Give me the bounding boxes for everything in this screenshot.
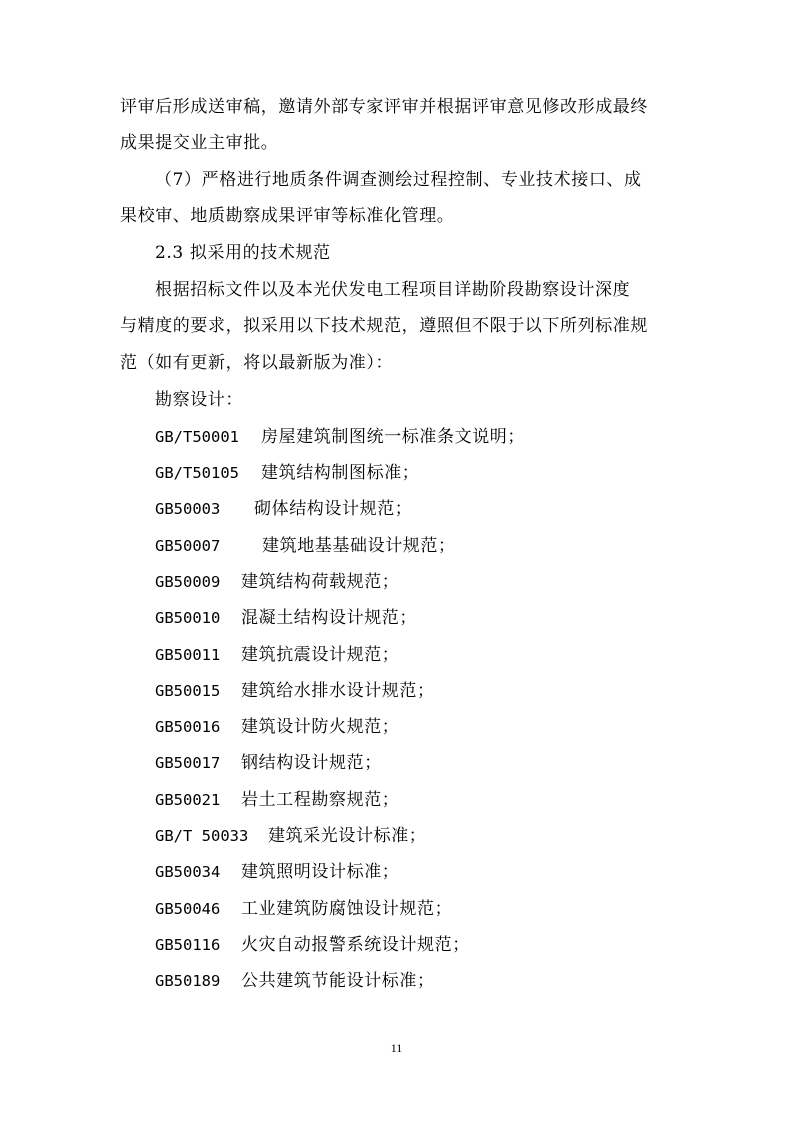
standard-item xyxy=(155,680,435,702)
standard-code: GB50017 xyxy=(155,754,221,772)
standard-title: 建筑结构荷载规范； xyxy=(241,572,400,592)
standard-item xyxy=(155,934,470,956)
standard-title: 建筑设计防火规范； xyxy=(241,717,400,737)
standard-item xyxy=(155,825,426,847)
standard-code: GB50009 xyxy=(155,573,221,591)
standard-title: 建筑照明设计标准； xyxy=(241,862,400,882)
standard-code: GB/T50001 xyxy=(155,428,239,446)
standard-item xyxy=(155,607,417,629)
paragraph-2-line-1: （7）严格进行地质条件调查测绘过程控制、专业技术接口、成 xyxy=(155,170,642,190)
paragraph-3-line-2: 与精度的要求，拟采用以下技术规范，遵照但不限于以下所列标准规 xyxy=(120,316,648,336)
page-number: 11 xyxy=(390,1041,403,1055)
standard-code: GB50034 xyxy=(155,863,221,881)
standard-item xyxy=(155,571,399,593)
standard-code: GB50007 xyxy=(155,537,221,555)
standard-code: GB50189 xyxy=(155,972,221,990)
standard-item xyxy=(155,716,399,738)
standard-title: 工业建筑防腐蚀设计规范； xyxy=(241,899,453,919)
standard-item xyxy=(155,462,419,484)
standard-item xyxy=(155,426,525,448)
paragraph-1-line-2: 成果提交业主审批。 xyxy=(120,133,279,153)
paragraph-1-line-1: 评审后形成送审稿，邀请外部专家评审并根据评审意见修改形成最终 xyxy=(120,97,648,117)
standard-item xyxy=(155,498,412,520)
standard-title: 建筑地基基础设计规范； xyxy=(262,536,456,556)
standard-code: GB50011 xyxy=(155,646,221,664)
standard-item xyxy=(155,644,399,666)
paragraph-2-line-2: 果校审、地质勘察成果评审等标准化管理。 xyxy=(120,206,455,226)
section-heading: 2.3 拟采用的技术规范 xyxy=(155,243,331,263)
standard-code: GB/T 50033 xyxy=(155,827,249,845)
standard-title: 建筑结构制图标准； xyxy=(261,463,420,483)
list-heading: 勘察设计： xyxy=(155,390,243,410)
standard-title: 建筑抗震设计规范； xyxy=(241,645,400,665)
standard-title: 建筑给水排水设计规范； xyxy=(241,681,435,701)
standard-code: GB50116 xyxy=(155,936,221,954)
standard-code: GB/T50105 xyxy=(155,464,239,482)
standard-code: GB50021 xyxy=(155,791,221,809)
standard-code: GB50015 xyxy=(155,682,221,700)
standard-item xyxy=(155,861,399,883)
standard-item xyxy=(155,970,435,992)
paragraph-3-line-1: 根据招标文件以及本光伏发电工程项目详勘阶段勘察设计深度 xyxy=(155,280,631,300)
standard-item xyxy=(155,789,399,811)
standard-title: 砌体结构设计规范； xyxy=(254,499,413,519)
standard-item xyxy=(155,898,452,920)
paragraph-3-line-3: 范（如有更新，将以最新版为准）： xyxy=(120,353,394,373)
standard-item xyxy=(155,535,456,557)
standard-title: 岩土工程勘察规范； xyxy=(241,790,400,810)
standard-code: GB50046 xyxy=(155,900,221,918)
standard-code: GB50003 xyxy=(155,500,221,518)
standard-title: 公共建筑节能设计标准； xyxy=(241,971,435,991)
standard-title: 钢结构设计规范； xyxy=(241,753,382,773)
standard-item xyxy=(155,752,382,774)
standard-title: 火灾自动报警系统设计规范； xyxy=(241,935,470,955)
standard-title: 混凝土结构设计规范； xyxy=(241,608,417,628)
standard-code: GB50016 xyxy=(155,718,221,736)
standard-code: GB50010 xyxy=(155,609,221,627)
standard-title: 房屋建筑制图统一标准条文说明； xyxy=(261,427,525,447)
standard-title: 建筑采光设计标准； xyxy=(268,826,427,846)
